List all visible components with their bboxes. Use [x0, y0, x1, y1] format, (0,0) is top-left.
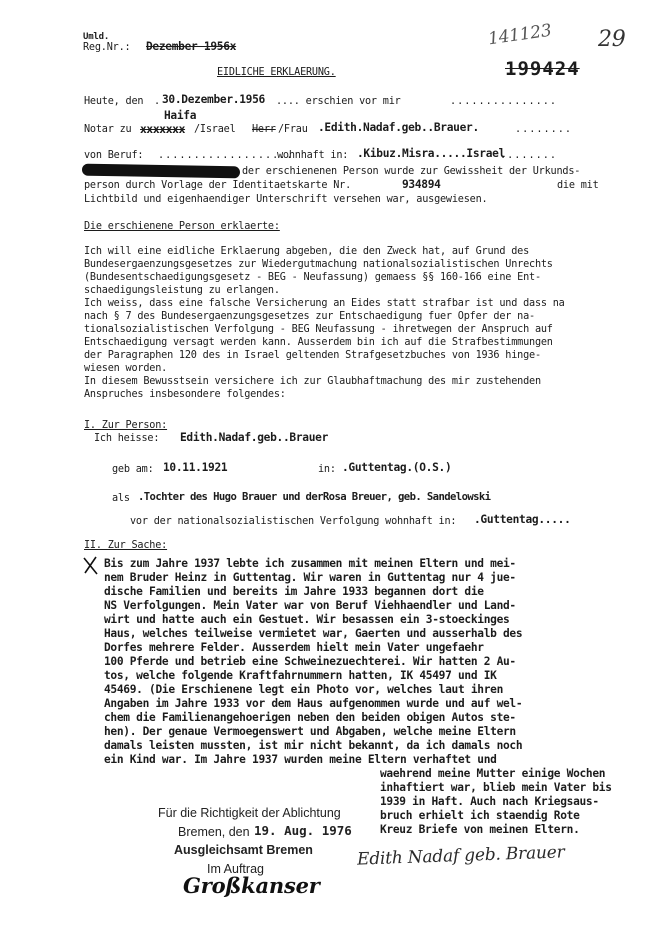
- date-line-dots: ...............: [450, 96, 558, 107]
- statement-line: damals leisten mussten, ist mir nicht bekannt, da ich damals noch: [104, 739, 523, 752]
- handwritten-number: 141123: [486, 20, 553, 50]
- name-value: Edith.Nadaf.geb..Brauer: [180, 431, 329, 444]
- statement-line: wirt und hatte auch ein Gestuet. Wir besassen ein 3-stoeckinges: [104, 613, 510, 626]
- statement-line: Haus, welches teilweise vermietet war, Gaerten und ausserhalb des: [104, 627, 523, 640]
- reg-label: Reg.Nr.:: [83, 42, 131, 53]
- stamp-line-1: Für die Richtigkeit der Ablichtung: [158, 806, 341, 820]
- notar-struck-city: xxxxxxx: [140, 123, 186, 136]
- declaration-line: In diesem Bewusstsein versichere ich zur Glaubhaftmachung des mir zustehenden: [84, 376, 541, 387]
- statement-line: 100 Pferde und betrieb eine Schweinezuechterei. Wir hatten 2 Au-: [104, 655, 516, 668]
- as-label: als: [112, 493, 130, 504]
- date-dots: .: [154, 96, 160, 107]
- statement-line: bruch erhielt ich staendig Rote: [380, 809, 580, 822]
- statement-line: nem Bruder Heinz in Guttentag. Wir waren in Guttentag nur 4 jue-: [104, 571, 516, 584]
- notar-country: /Israel: [194, 124, 236, 135]
- stamp-line-2-prefix: Bremen, den: [178, 825, 250, 839]
- notar-prefix: Notar zu: [84, 124, 132, 135]
- identity-line-2b: die mit: [557, 180, 599, 191]
- identity-number: 934894: [402, 178, 441, 191]
- born-place: .Guttentag.(O.S.): [342, 461, 452, 474]
- wohnhaft-trail-dots: ........: [500, 150, 558, 161]
- section2-heading: II. Zur Sache:: [84, 540, 168, 551]
- statement-line: tos, welche folgende Kraftfahrnummern hatten, IK 45497 und IK: [104, 669, 497, 682]
- declaration-line: wiesen worden.: [84, 363, 168, 374]
- declaration-date: 30.Dezember.1956: [162, 93, 265, 106]
- section1-heading: I. Zur Person:: [84, 420, 168, 431]
- checkmark-icon: [81, 554, 101, 576]
- declaration-line: schaedigungsleistung zu erlangen.: [84, 285, 280, 296]
- reg-struck-text: Dezember 1956x: [146, 40, 237, 53]
- born-in-label: in:: [318, 464, 336, 475]
- residence-label: vor der nationalsozialistischen Verfolgung wohnhaft in:: [130, 516, 457, 527]
- date-line-prefix: Heute, den: [84, 96, 144, 107]
- identity-line-3: Lichtbild und eigenhaendiger Unterschrift versehen war, ausgewiesen.: [84, 194, 488, 205]
- statement-line: Kreuz Briefe von meinen Eltern.: [380, 823, 580, 836]
- identity-line-2a: person durch Vorlage der Identitaetskarte Nr.: [84, 180, 352, 191]
- person-trail-dots: ........: [515, 124, 573, 135]
- stamp-line-4: Im Auftrag: [207, 862, 264, 876]
- statement-line: 1939 in Haft. Auch nach Kriegsaus-: [380, 795, 599, 808]
- beruf-dots: ...................: [158, 150, 294, 161]
- redaction-smudge: [82, 164, 240, 179]
- identity-line-1: der erschienenen Person wurde zur Gewissheit der Urkunds-: [242, 166, 581, 177]
- date-line-suffix: .... erschien vor mir: [276, 96, 401, 107]
- statement-line: Dorfes mehrere Felder. Ausserdem hielt mein Vater ungefaehr: [104, 641, 484, 654]
- wohnhaft-label: wohnhaft in:: [277, 150, 349, 161]
- handwritten-signature: Edith Nadaf geb. Brauer: [356, 842, 565, 870]
- handwritten-corner-number: 29: [598, 27, 626, 52]
- declaration-line: der Paragraphen 120 des in Israel geltenden Strafgesetzbuches von 1936 hinge-: [84, 350, 541, 361]
- stamp-signature: Großkanser: [183, 873, 320, 898]
- statement-line: inhaftiert war, blieb mein Vater bis: [380, 781, 612, 794]
- file-number: 199424: [505, 58, 580, 80]
- statement-line: NS Verfolgungen. Mein Vater war von Beruf Viehhaendler und Land-: [104, 599, 516, 612]
- herr-struck: Herr: [252, 124, 276, 135]
- office-code: Umld.: [83, 32, 110, 42]
- as-value: .Tochter des Hugo Brauer und derRosa Breuer, geb. Sandelowski: [138, 491, 491, 503]
- statement-line: chem die Familienangehoerigen neben den beiden obigen Autos ste-: [104, 711, 516, 724]
- declares-heading: Die erschienene Person erklaerte:: [84, 221, 280, 232]
- name-label: Ich heisse:: [94, 433, 160, 444]
- residence-value: .Guttentag.....: [474, 513, 571, 526]
- declaration-line: Ich will eine eidliche Erklaerung abgeben, die den Zweck hat, auf Grund des: [84, 246, 530, 257]
- declaration-line: nach § 7 des Bundesergaenzungsgesetzes zur Entschaedigung fuer Opfer der na-: [84, 311, 535, 322]
- document-title: EIDLICHE ERKLAERUNG.: [217, 67, 336, 78]
- declaration-line: Anspruches insbesondere folgendes:: [84, 389, 286, 400]
- statement-line: hen). Der genaue Vermoegenswert und Abgaben, welche meine Eltern: [104, 725, 516, 738]
- born-date: 10.11.1921: [163, 461, 228, 474]
- beruf-label: von Beruf:: [84, 150, 144, 161]
- notar-city: Haifa: [164, 109, 197, 122]
- statement-line: waehrend meine Mutter einige Wochen: [380, 767, 606, 780]
- declaration-line: tionalsozialistischen Verfolgung - BEG Neufassung - ihretwegen der Anspruch auf: [84, 324, 553, 335]
- declaration-line: Ich weiss, dass eine falsche Versicherung an Eides statt strafbar ist und dass na: [84, 298, 565, 309]
- person-name: .Edith.Nadaf.geb..Brauer.: [318, 121, 479, 134]
- born-label: geb am:: [112, 464, 154, 475]
- statement-line: Angaben im Jahre 1933 vor dem Haus aufgenommen wurde und auf wel-: [104, 697, 523, 710]
- frau-label: /Frau: [278, 124, 308, 135]
- statement-line: Bis zum Jahre 1937 lebte ich zusammen mit meinen Eltern und mei-: [104, 557, 516, 570]
- statement-line: dische Familien und bereits im Jahre 1933 begannen dort die: [104, 585, 484, 598]
- stamp-line-3: Ausgleichsamt Bremen: [174, 843, 313, 857]
- stamp-date: 19. Aug. 1976: [254, 823, 352, 838]
- statement-line: ein Kind war. Im Jahre 1937 wurden meine Eltern verhaftet und: [104, 753, 497, 766]
- wohnhaft-value: .Kibuz.Misra.....Israel: [357, 147, 506, 160]
- declaration-line: Entschaedigung versagt werden kann. Ausserdem bin ich auf die Strafbestimmungen: [84, 337, 553, 348]
- statement-line: 45469. (Die Erschienene legt ein Photo vor, welches laut ihren: [104, 683, 503, 696]
- declaration-line: (Bundesentschaedigungsgesetz - BEG - Neufassung) gemaess §§ 160-166 eine Ent-: [84, 272, 541, 283]
- declaration-line: Bundesergaenzungsgesetzes zur Wiedergutmachung nationalsozialistischen Unrechts: [84, 259, 553, 270]
